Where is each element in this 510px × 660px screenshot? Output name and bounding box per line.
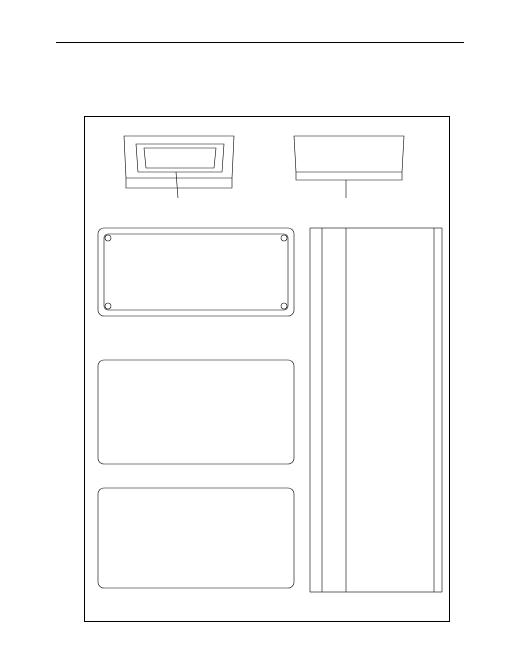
inside-view-drawing bbox=[294, 136, 404, 198]
label-view-drawing bbox=[124, 136, 234, 198]
header-rule bbox=[56, 42, 464, 43]
connector-location-drawing bbox=[98, 228, 294, 316]
parts-table bbox=[310, 228, 442, 592]
fuse-box-illustration bbox=[84, 116, 450, 622]
relay-fuse-location-drawing bbox=[98, 360, 294, 464]
relay-fuse-label-drawing bbox=[98, 488, 294, 588]
